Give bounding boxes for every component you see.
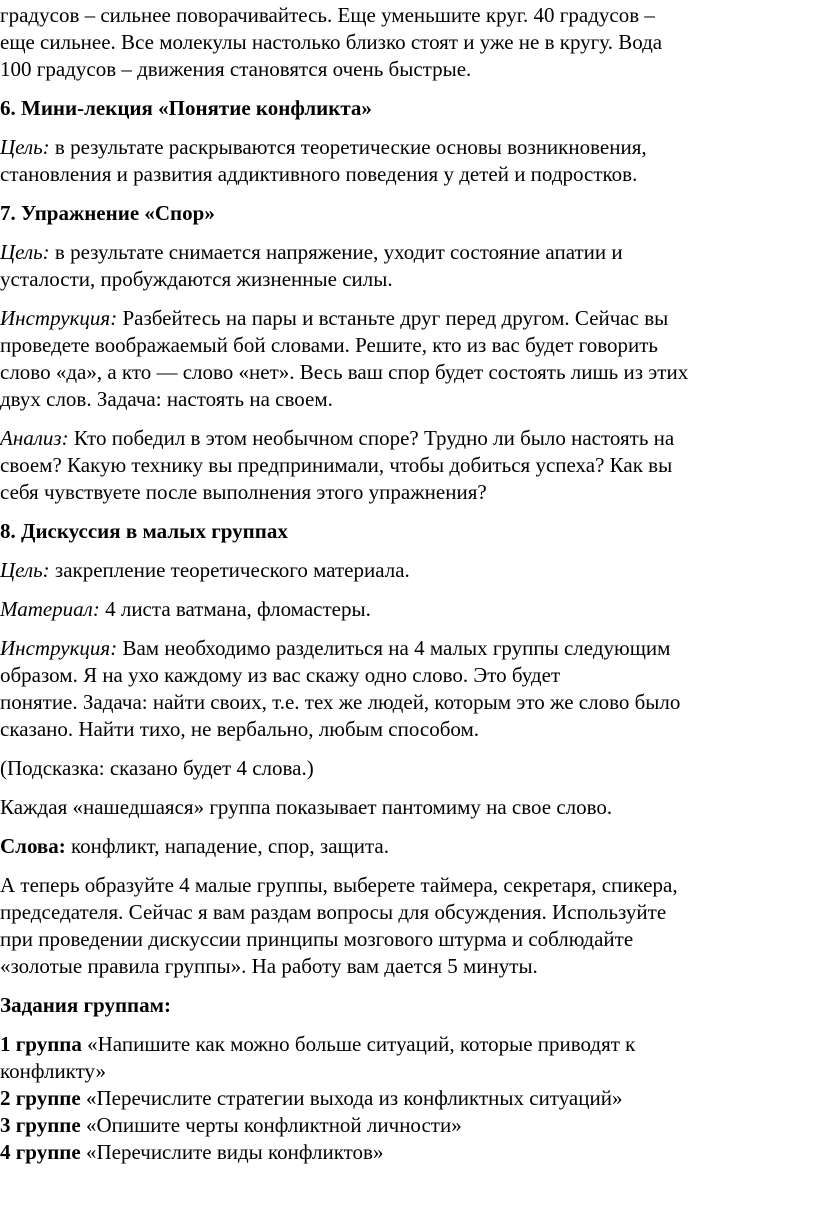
label-goal: Цель: xyxy=(0,135,50,159)
section-heading xyxy=(0,95,816,122)
line-text: Разбейтесь на пары и встаньте друг перед другом. Сейчас вы xyxy=(117,306,669,330)
task-line xyxy=(0,1112,816,1139)
text-line: усталости, пробуждаются жизненные силы. xyxy=(0,267,393,291)
text-line: при проведении дискуссии принципы мозгового штурма и соблюдайте xyxy=(0,927,634,951)
text-line: понятие. Задача: найти своих, т.е. тех же людей, которым это же слово было xyxy=(0,690,681,714)
line-text: в результате раскрываются теоретические основы возникновения, xyxy=(49,135,647,159)
group-label: 1 группа xyxy=(0,1032,82,1056)
text-line xyxy=(0,635,816,662)
text-line xyxy=(0,134,816,161)
task-text: «Опишите черты конфликтной личности» xyxy=(80,1113,462,1137)
task-line xyxy=(0,1139,816,1166)
label-goal: Цель: xyxy=(0,558,50,582)
text-line: образом. Я на ухо каждому из вас скажу одно слово. Это будет xyxy=(0,663,561,687)
group-label: 4 группе xyxy=(0,1140,81,1164)
label-analysis: Анализ: xyxy=(0,426,69,450)
heading-text: 7. Упражнение «Спор» xyxy=(0,201,215,225)
section-heading xyxy=(0,200,816,227)
text-line: еще сильнее. Все молекулы настолько близко стоят и уже не в кругу. Вода xyxy=(0,30,663,54)
group-label: 3 группе xyxy=(0,1113,81,1137)
line-text: Кто победил в этом необычном споре? Трудно ли было настоять на xyxy=(68,426,675,450)
text-line xyxy=(0,557,816,584)
line-text: закрепление теоретического материала. xyxy=(49,558,410,582)
text-line: «золотые правила группы». На работу вам дается 5 минуты. xyxy=(0,954,538,978)
task-line: конфликту» xyxy=(0,1059,107,1083)
text-line: становления и развития аддиктивного поведения у детей и подростков. xyxy=(0,162,638,186)
line-text: в результате снимается напряжение, уходит состояние апатии и xyxy=(49,240,623,264)
text-line xyxy=(0,239,816,266)
text-line xyxy=(0,305,816,332)
text-line: сказано. Найти тихо, не вербально, любым способом. xyxy=(0,717,480,741)
heading-text: 6. Мини-лекция «Понятие конфликта» xyxy=(0,96,372,120)
text-line: двух слов. Задача: настоять на своем. xyxy=(0,387,333,411)
text-line: (Подсказка: сказано будет 4 слова.) xyxy=(0,756,314,780)
label-material: Материал: xyxy=(0,597,100,621)
section-heading xyxy=(0,992,816,1019)
text-line: себя чувствуете после выполнения этого упражнения? xyxy=(0,480,487,504)
text-line xyxy=(0,596,816,623)
task-text: «Напишите как можно больше ситуаций, которые приводят к xyxy=(81,1032,636,1056)
label-instruction: Инструкция: xyxy=(0,636,118,660)
task-line xyxy=(0,1031,816,1058)
task-text: «Перечислите виды конфликтов» xyxy=(80,1140,384,1164)
text-line: проведете воображаемый бой словами. Решите, кто из вас будет говорить xyxy=(0,333,658,357)
text-line: Каждая «нашедшаяся» группа показывает пантомиму на свое слово. xyxy=(0,795,613,819)
label-goal: Цель: xyxy=(0,240,50,264)
line-text: Вам необходимо разделиться на 4 малых группы следующим xyxy=(117,636,671,660)
text-line: градусов – сильнее поворачивайтесь. Еще уменьшите круг. 40 градусов – xyxy=(0,3,655,27)
text-line xyxy=(0,833,816,860)
section-heading xyxy=(0,518,816,545)
label-words: Слова: xyxy=(0,834,66,858)
line-text: 4 листа ватмана, фломастеры. xyxy=(99,597,371,621)
label-instruction: Инструкция: xyxy=(0,306,118,330)
group-label: 2 группе xyxy=(0,1086,81,1110)
text-line: председателя. Сейчас я вам раздам вопросы для обсуждения. Используйте xyxy=(0,900,667,924)
heading-text: 8. Дискуссия в малых группах xyxy=(0,519,288,543)
task-text: «Перечислите стратегии выхода из конфликтных ситуаций» xyxy=(80,1086,623,1110)
text-line: слово «да», а кто — слово «нет». Весь ваш спор будет состоять лишь из этих xyxy=(0,360,689,384)
text-line: А теперь образуйте 4 малые группы, выберете таймера, секретаря, спикера, xyxy=(0,873,678,897)
text-line: 100 градусов – движения становятся очень быстрые. xyxy=(0,57,472,81)
heading-text: Задания группам: xyxy=(0,993,171,1017)
task-line xyxy=(0,1085,816,1112)
text-line xyxy=(0,425,816,452)
text-line: своем? Какую технику вы предпринимали, чтобы добиться успеха? Как вы xyxy=(0,453,673,477)
line-text: конфликт, нападение, спор, защита. xyxy=(65,834,389,858)
